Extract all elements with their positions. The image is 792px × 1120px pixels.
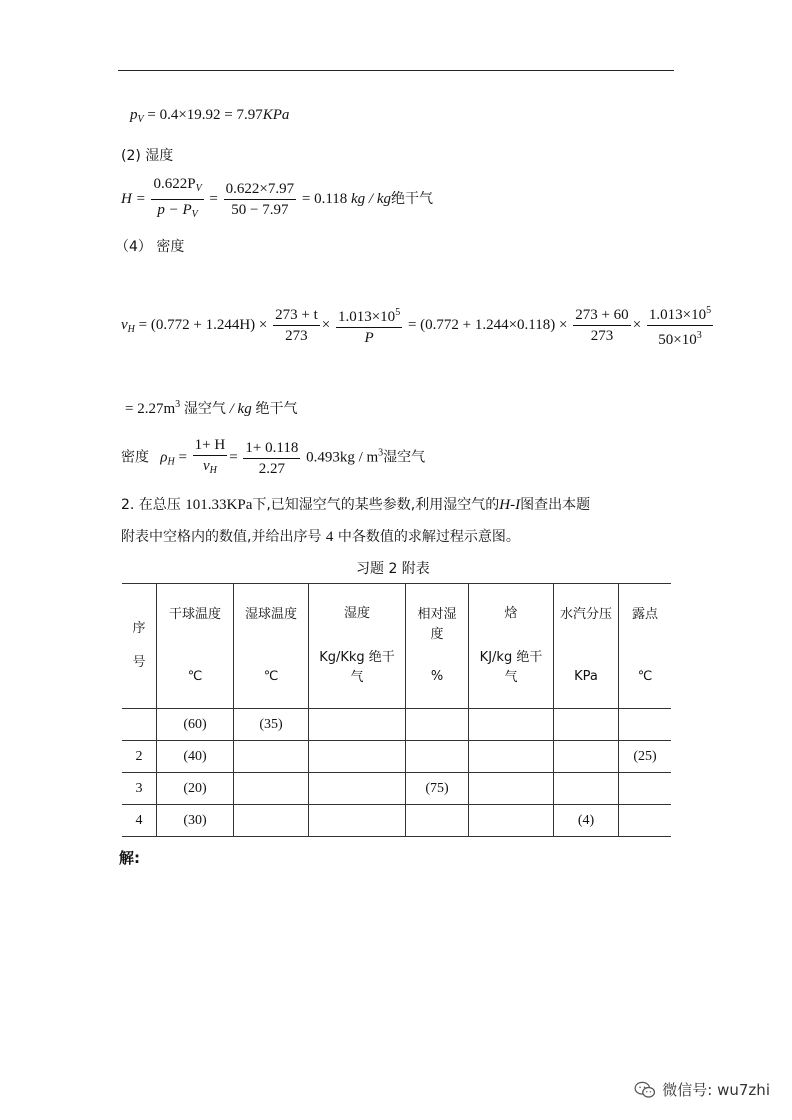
table-cell bbox=[469, 773, 554, 805]
eq-humid-volume: $v_H = (0.772 + 1.244H)$ × $\frac{273 + t}{273}$ × $\frac{1.013\times 10^5}{P}$ = (0.772 + 1.244×0.118) × $\frac{273 + 60}{273}$ × $\frac{1.013\times 10^5}{50\times 10^3}$ bbox=[121, 302, 715, 349]
problem-2-line-1: 2. 在总压 101.33KPa下,已知湿空气的某些参数,利用湿空气的H-I图查出本题 bbox=[121, 497, 591, 513]
table-cell bbox=[619, 773, 672, 805]
header-dry-bulb: 干球温度 ℃ bbox=[157, 584, 234, 709]
table-cell: (30) bbox=[157, 805, 234, 837]
table-cell bbox=[234, 741, 309, 773]
watermark bbox=[634, 1079, 770, 1100]
header-rule bbox=[118, 70, 674, 71]
header-relative-humidity: 相对湿 度 % bbox=[406, 584, 469, 709]
header-index: 序 号 bbox=[122, 584, 157, 709]
data-table bbox=[122, 583, 671, 837]
table-row bbox=[122, 773, 671, 805]
table-cell bbox=[234, 773, 309, 805]
table-cell: (40) bbox=[157, 741, 234, 773]
header-humidity: 湿度 Kg/Kkg 绝干 气 bbox=[309, 584, 406, 709]
table-cell bbox=[554, 741, 619, 773]
table-cell: (25) bbox=[619, 741, 672, 773]
header-dew-point: 露点 ℃ bbox=[619, 584, 672, 709]
table-cell: (75) bbox=[406, 773, 469, 805]
table-cell bbox=[234, 805, 309, 837]
table-cell bbox=[122, 709, 157, 741]
table-caption: 习题 2 附表 bbox=[356, 561, 430, 577]
table-cell: 2 bbox=[122, 741, 157, 773]
table-cell bbox=[406, 805, 469, 837]
table-cell bbox=[309, 805, 406, 837]
table-cell bbox=[309, 709, 406, 741]
table-row bbox=[122, 741, 671, 773]
table-header-row bbox=[122, 584, 671, 709]
table-cell: 4 bbox=[122, 805, 157, 837]
table-cell bbox=[619, 805, 672, 837]
eq-density: 密度 $\rho_H$ = $\frac{1+ H}{v_H}$ = $\frac{1+ 0.118}{2.27}$ $0.493kg / m^3$湿空气 bbox=[121, 437, 426, 477]
table-cell bbox=[469, 709, 554, 741]
header-enthalpy: 焓 KJ/kg 绝干 气 bbox=[469, 584, 554, 709]
eq-humidity: H = $\frac{0.622P_V}{p - P_V}$ = $\frac{0.622\times 7.97}{50 - 7.97}$ = 0.118 kg / kg绝干气 bbox=[121, 176, 433, 220]
table-cell bbox=[469, 741, 554, 773]
table-cell: (60) bbox=[157, 709, 234, 741]
table-cell: (35) bbox=[234, 709, 309, 741]
table-cell bbox=[554, 773, 619, 805]
table-cell bbox=[554, 709, 619, 741]
table-cell bbox=[406, 741, 469, 773]
table-row bbox=[122, 805, 671, 837]
wechat-icon bbox=[634, 1081, 656, 1099]
table-cell bbox=[309, 773, 406, 805]
header-vapor-pressure: 水汽分压 KPa bbox=[554, 584, 619, 709]
table-cell bbox=[309, 741, 406, 773]
table-cell: (20) bbox=[157, 773, 234, 805]
table-row bbox=[122, 709, 671, 741]
section-2-heading: (2) 湿度 bbox=[121, 148, 174, 164]
header-wet-bulb: 湿球温度 ℃ bbox=[234, 584, 309, 709]
section-4-heading: （4） 密度 bbox=[115, 239, 185, 255]
table-cell: 3 bbox=[122, 773, 157, 805]
eq-pv: $p_V = 0.4\times 19.92 = 7.97KPa$ bbox=[130, 107, 290, 125]
table-cell bbox=[406, 709, 469, 741]
watermark-text: 微信号: wu7zhi bbox=[662, 1081, 770, 1099]
solution-label: 解: bbox=[119, 849, 140, 867]
problem-2-line-2: 附表中空格内的数值,并给出序号 4 中各数值的求解过程示意图。 bbox=[121, 529, 520, 545]
eq-humid-volume-result: = $2.27m^3$ 湿空气 / kg 绝干气 bbox=[125, 399, 298, 417]
table-cell bbox=[469, 805, 554, 837]
table-cell: (4) bbox=[554, 805, 619, 837]
table-cell bbox=[619, 709, 672, 741]
